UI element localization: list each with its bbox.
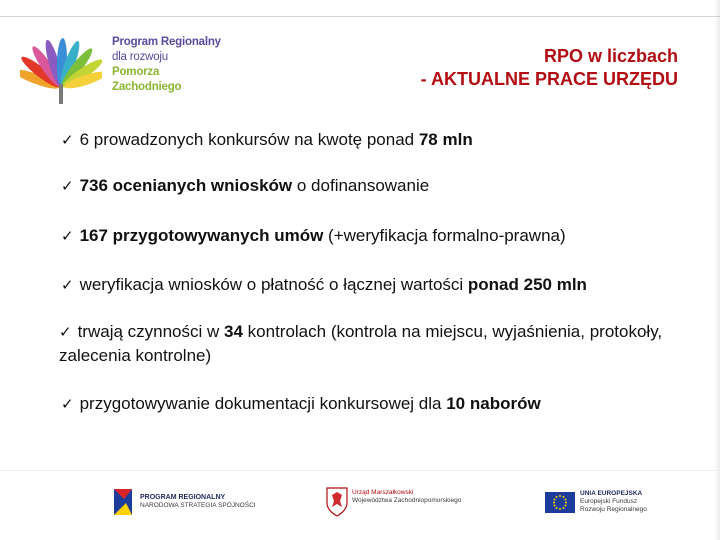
nss-flag-icon <box>112 485 136 519</box>
logo-line-1: Program Regionalny <box>112 36 221 48</box>
eu-logo-text <box>580 490 647 514</box>
office-logo-text <box>352 489 461 505</box>
coat-of-arms-icon <box>326 487 348 517</box>
bullet-text: trwają czynności w <box>77 322 225 341</box>
bullet-text-bold: 34 <box>224 322 243 341</box>
checkmark-icon: ✓ <box>61 131 74 149</box>
bullet-text-bold: ponad 250 mln <box>467 275 587 294</box>
bullet-item <box>61 128 691 152</box>
bullet-item <box>59 320 689 368</box>
office-line-1: Urząd Marszałkowski <box>352 489 414 496</box>
eu-flag-icon <box>545 492 575 513</box>
urzad-marszalkowski-logo <box>326 482 461 522</box>
bullet-text: przygotowywanie dokumentacji konkursowej dla <box>79 394 447 413</box>
bullet-text: (+weryfikacja formalno-prawna) <box>323 226 566 245</box>
slide-title-line-2: - AKTUALNE PRACE URZĘDU <box>420 69 678 89</box>
eu-line-2: Europejski Fundusz <box>580 498 638 505</box>
bullet-item <box>61 174 691 198</box>
bullet-text: weryfikacja wniosków o płatność o łącznej wartości <box>79 275 468 294</box>
eu-logo <box>545 482 647 522</box>
eu-line-3: Rozwoju Regionalnego <box>580 506 647 513</box>
bullet-text-bold: 78 mln <box>418 130 473 149</box>
program-logo-text <box>140 494 256 510</box>
checkmark-icon: ✓ <box>61 177 74 195</box>
checkmark-icon: ✓ <box>61 276 74 294</box>
program-regionalny-logo <box>112 482 256 522</box>
side-shadow <box>714 0 720 540</box>
bullet-text: o dofinansowanie <box>292 176 430 195</box>
bullet-item <box>61 273 691 297</box>
logo-line-3: Pomorza Zachodniego <box>112 66 182 93</box>
bullet-item <box>61 392 691 416</box>
rpo-logo <box>20 22 230 108</box>
footer-divider <box>0 470 720 471</box>
checkmark-icon: ✓ <box>61 395 74 413</box>
bullet-text-bold: 10 naborów <box>446 394 541 413</box>
bullet-text-bold: 736 ocenianych wniosków <box>79 176 293 195</box>
slide-title <box>421 45 678 91</box>
bullet-item <box>61 224 691 248</box>
checkmark-icon: ✓ <box>61 227 74 245</box>
program-logo-sub: NARODOWA STRATEGIA SPÓJNOŚCI <box>140 502 256 509</box>
office-line-2: Województwa Zachodniopomorskiego <box>352 497 462 504</box>
rpo-logo-text <box>112 35 230 95</box>
logo-line-2: dla rozwoju <box>112 51 168 63</box>
bullet-text: kontrolach (kontrola na miejscu, wyjaśnienia, protokoły, zalecenia kontrolne) <box>59 322 663 365</box>
slide-title-line-1: RPO w liczbach <box>543 46 678 66</box>
eu-line-1: UNIA EUROPEJSKA <box>580 490 643 497</box>
bullet-text-bold: 167 przygotowywanych umów <box>79 226 324 245</box>
rpo-leaf-fan-icon <box>20 22 102 108</box>
top-divider <box>0 16 720 17</box>
bullet-text: 6 prowadzonych konkursów na kwotę ponad <box>79 130 419 149</box>
program-logo-name: PROGRAM REGIONALNY <box>140 494 226 501</box>
checkmark-icon: ✓ <box>59 323 72 341</box>
footer <box>0 470 720 530</box>
